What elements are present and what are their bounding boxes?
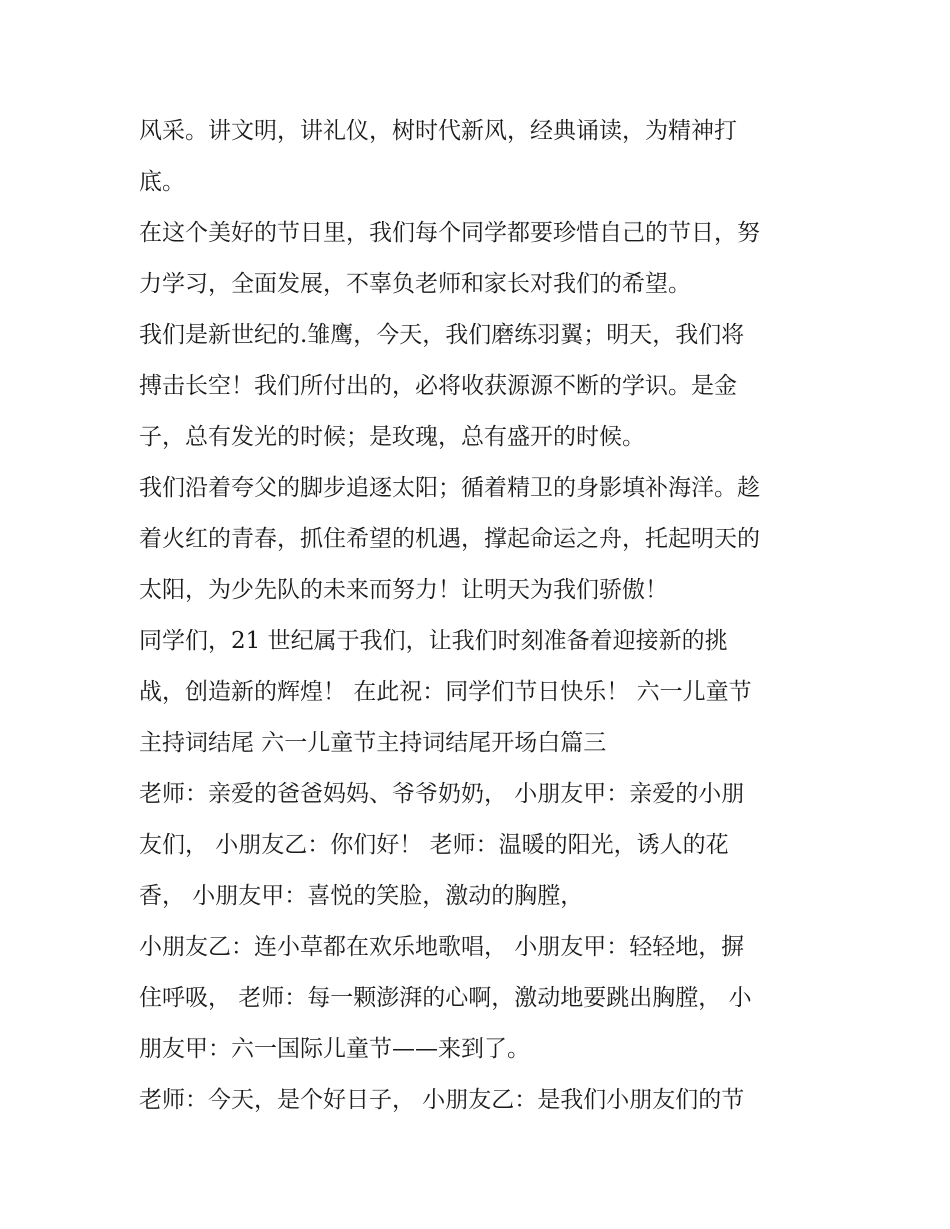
text-line: 主持词结尾 六一儿童节主持词结尾开场白篇三: [139, 730, 607, 756]
text-line: 朋友甲：六一国际儿童节——来到了。: [139, 1036, 530, 1062]
text-line: 我们是新世纪的.雏鹰，今天，我们磨练羽翼；明天，我们将: [139, 322, 745, 348]
document-body: [139, 106, 829, 1126]
text-line: 我们沿着夸父的脚步追逐太阳；循着精卫的身影填补海洋。趁: [139, 475, 760, 501]
text-line: 老师：今天，是个好日子， 小朋友乙：是我们小朋友们的节: [139, 1087, 745, 1113]
text-line: 太阳，为少先队的未来而努力！让明天为我们骄傲！: [139, 577, 668, 603]
text-line: 子，总有发光的时候；是玫瑰，总有盛开的时候。: [139, 424, 645, 450]
text-line: 底。: [139, 169, 185, 195]
text-line: 战，创造新的辉煌！ 在此祝：同学们节日快乐！ 六一儿童节: [139, 679, 752, 705]
text-line: 香， 小朋友甲：喜悦的笑脸，激动的胸膛，: [139, 883, 584, 909]
text-line: 在这个美好的节日里，我们每个同学都要珍惜自己的节日，努: [139, 220, 760, 246]
text-line: 搏击长空！我们所付出的，必将收获源源不断的学识。是金: [139, 373, 737, 399]
text-line: 小朋友乙：连小草都在欢乐地歌唱， 小朋友甲：轻轻地，摒: [139, 934, 745, 960]
text-line: 友们， 小朋友乙：你们好！ 老师：温暖的阳光，诱人的花: [139, 832, 729, 858]
text-line: 住呼吸， 老师：每一颗澎湃的心啊，激动地要跳出胸膛， 小: [139, 985, 752, 1011]
text-line: 力学习，全面发展，不辜负老师和家长对我们的希望。: [139, 271, 691, 297]
text-line: 风采。讲文明，讲礼仪，树时代新风，经典诵读，为精神打: [139, 118, 737, 144]
text-line: 同学们，21 世纪属于我们，让我们时刻准备着迎接新的挑: [139, 628, 728, 654]
text-line: 着火红的青春，抓住希望的机遇，撑起命运之舟，托起明天的: [139, 526, 760, 552]
text-line: 老师：亲爱的爸爸妈妈、爷爷奶奶， 小朋友甲：亲爱的小朋: [139, 781, 745, 807]
